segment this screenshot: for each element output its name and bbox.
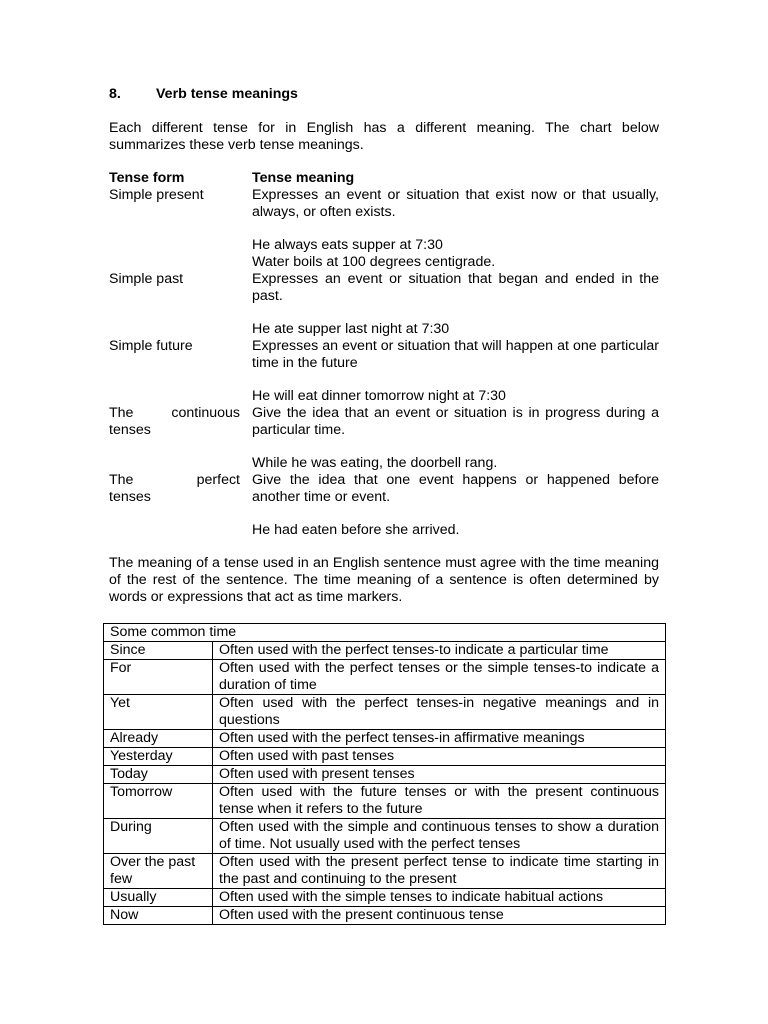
tense-row [109, 405, 659, 472]
marker-usage: Often used with the perfect tenses-to indicate a particular time [213, 642, 666, 660]
tense-meaning: Give the idea that an event or situation is in progress during a particular time. [252, 405, 659, 438]
marker-word: Already [104, 730, 213, 748]
marker-usage: Often used with the simple and continuous tenses to show a duration of time. Not usually used with the perfect tenses [213, 819, 666, 854]
section-heading [109, 86, 298, 103]
tense-chart-header [109, 170, 659, 187]
section-title: Verb tense meanings [156, 86, 298, 102]
tense-form [109, 472, 240, 539]
tense-meaning: Expresses an event or situation that will happen at one particular time in the future [252, 338, 659, 371]
table-row [104, 784, 666, 819]
table-row [104, 730, 666, 748]
tense-row [109, 338, 659, 405]
tense-form-line1: The continuous [109, 405, 240, 421]
header-tense-form: Tense form [109, 170, 185, 186]
table-row [104, 854, 666, 889]
marker-usage: Often used with present tenses [213, 766, 666, 784]
table-row [104, 660, 666, 695]
closing-paragraph: The meaning of a tense used in an English sentence must agree with the time meaning of the rest of the sentence. The time meaning of a sentence is often determined by words or expressions that act as time markers. [109, 555, 659, 605]
marker-word: Tomorrow [104, 784, 213, 819]
tense-row [109, 187, 659, 271]
tense-example: He will eat dinner tomorrow night at 7:30 [252, 388, 506, 404]
tense-form-line2: tenses [109, 489, 151, 505]
tense-example: He ate supper last night at 7:30 [252, 321, 450, 337]
marker-word: During [104, 819, 213, 854]
tense-form: Simple future [109, 338, 193, 354]
tense-row [109, 472, 659, 539]
tense-example: He had eaten before she arrived. [252, 522, 460, 538]
tense-row [109, 271, 659, 338]
marker-usage: Often used with the perfect tenses-in affirmative meanings [213, 730, 666, 748]
marker-usage: Often used with the simple tenses to indicate habitual actions [213, 889, 666, 907]
tense-form-line2: tenses [109, 422, 151, 438]
table-row [104, 889, 666, 907]
tense-form-line1: The perfect [109, 472, 240, 488]
tense-form: Simple present [109, 187, 204, 203]
table-row [104, 766, 666, 784]
marker-word: For [104, 660, 213, 695]
tense-meaning-chart [109, 170, 659, 539]
section-number: 8. [109, 86, 121, 102]
table-row [104, 748, 666, 766]
marker-usage: Often used with the present perfect tense to indicate time starting in the past and continuing to the present [213, 854, 666, 889]
tense-meaning: Expresses an event or situation that exist now or that usually, always, or often exists. [252, 187, 659, 220]
marker-word: Usually [104, 889, 213, 907]
marker-usage: Often used with the perfect tenses-in negative meanings and in questions [213, 695, 666, 730]
tense-example: While he was eating, the doorbell rang. [252, 455, 498, 471]
marker-usage: Often used with the present continuous tense [213, 907, 666, 925]
table-row [104, 695, 666, 730]
tense-meaning: Expresses an event or situation that began and ended in the past. [252, 271, 659, 304]
marker-usage: Often used with past tenses [213, 748, 666, 766]
tense-form: Simple past [109, 271, 184, 287]
marker-usage: Often used with the future tenses or with the present continuous tense when it refers to the future [213, 784, 666, 819]
marker-word: Over the past few [104, 854, 213, 889]
marker-usage: Often used with the perfect tenses or the simple tenses-to indicate a duration of time [213, 660, 666, 695]
marker-word: Since [104, 642, 213, 660]
table-row [104, 907, 666, 925]
table-row [104, 819, 666, 854]
marker-word: Now [104, 907, 213, 925]
table-caption: Some common time [104, 624, 666, 642]
tense-form [109, 405, 240, 472]
time-markers-table [103, 623, 666, 925]
marker-word: Yet [104, 695, 213, 730]
tense-example: He always eats supper at 7:30 [252, 237, 443, 253]
table-row [104, 642, 666, 660]
marker-word: Yesterday [104, 748, 213, 766]
marker-word: Today [104, 766, 213, 784]
tense-example: Water boils at 100 degrees centigrade. [252, 254, 496, 270]
intro-paragraph: Each different tense for in English has a different meaning. The chart below summarizes these verb tense meanings. [109, 120, 659, 153]
header-tense-meaning: Tense meaning [252, 170, 355, 186]
table-caption-row [104, 624, 666, 642]
tense-meaning: Give the idea that one event happens or happened before another time or event. [252, 472, 659, 505]
